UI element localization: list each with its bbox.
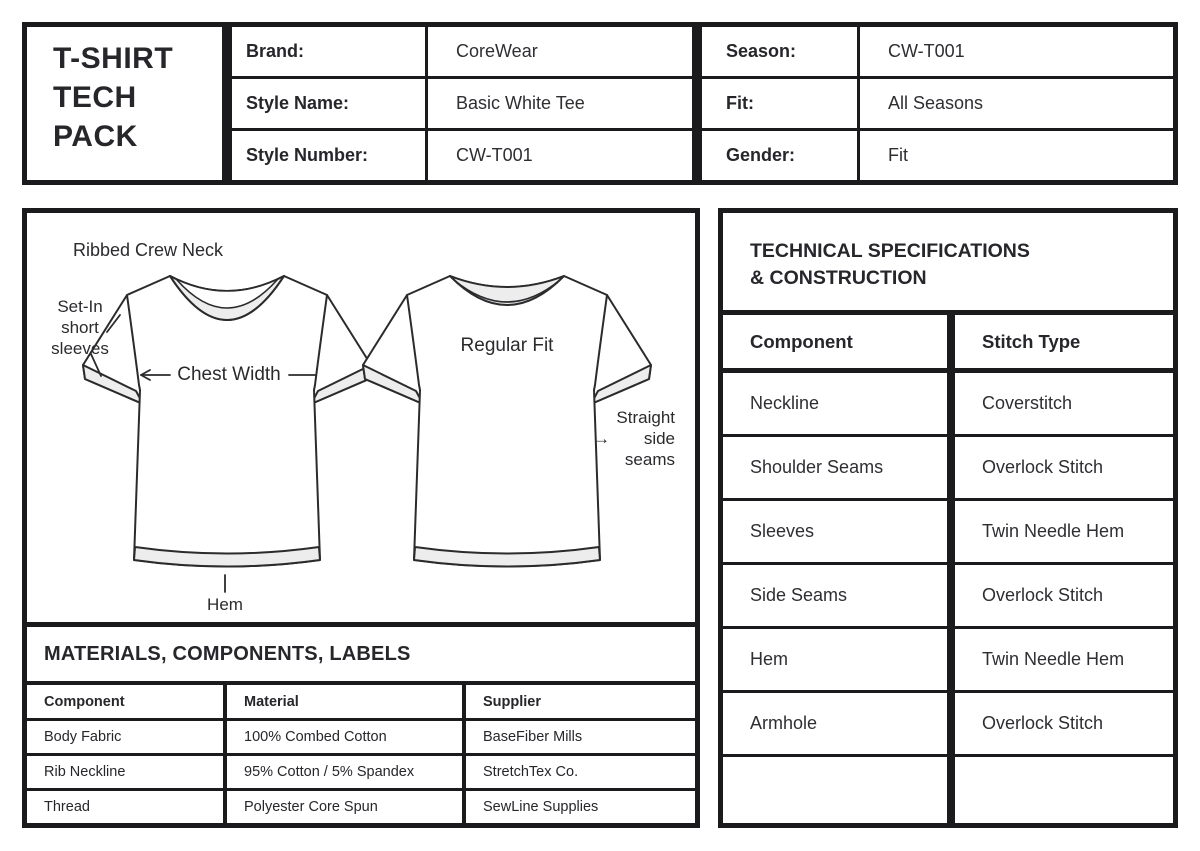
- style-name-label: Style Name:: [232, 79, 428, 128]
- materials-cell: 95% Cotton / 5% Spandex: [227, 756, 466, 788]
- specs-row: [723, 693, 1173, 757]
- specs-panel: [718, 208, 1178, 828]
- spec-stitch-cell: Overlock Stitch: [982, 585, 1104, 605]
- materials-cell: Rib Neckline: [27, 756, 227, 788]
- spec-component-cell: Shoulder Seams: [723, 437, 955, 498]
- specs-row: [723, 501, 1173, 565]
- spec-component-cell: Hem: [723, 629, 955, 690]
- season-value: CW-T001: [888, 41, 965, 61]
- set-in-sleeves-line2: short: [61, 318, 99, 337]
- gender-label: Gender:: [702, 131, 860, 180]
- style-info-table: [232, 27, 702, 180]
- style-number-label: Style Number:: [232, 131, 428, 180]
- hem-label: Hem: [207, 595, 243, 614]
- materials-table: [27, 685, 695, 823]
- brand-value: CoreWear: [456, 41, 538, 61]
- brand-label: Brand:: [232, 27, 428, 76]
- header: [22, 22, 1178, 185]
- side-seams-line3: seams: [624, 450, 675, 469]
- materials-cell: BaseFiber Mills: [483, 729, 583, 745]
- info-row-fit: [702, 79, 1173, 131]
- side-seams-line1: Straight: [616, 408, 675, 427]
- drawing-panel: [22, 208, 700, 828]
- set-in-sleeves-label: [47, 296, 113, 359]
- materials-cell: Body Fabric: [27, 721, 227, 753]
- materials-header-supplier: Supplier: [483, 693, 542, 710]
- season-info-table: [702, 27, 1173, 180]
- materials-section-title: MATERIALS, COMPONENTS, LABELS: [27, 622, 695, 685]
- spec-empty-cell: [955, 757, 1173, 823]
- ribbed-crew-neck-label: Ribbed Crew Neck: [73, 240, 224, 260]
- materials-header-component: Component: [27, 685, 227, 718]
- spec-stitch-cell: Twin Needle Hem: [982, 521, 1125, 541]
- set-in-sleeves-line3: sleeves: [51, 339, 109, 358]
- side-seams-word: side: [643, 429, 675, 448]
- materials-header-row: [27, 685, 695, 721]
- regular-fit-label: Regular Fit: [460, 335, 554, 356]
- materials-header-material: Material: [227, 685, 466, 718]
- fit-label: Fit:: [702, 79, 860, 128]
- spec-stitch-cell: Coverstitch: [982, 393, 1073, 413]
- specs-row: [723, 565, 1173, 629]
- materials-row: [27, 791, 695, 823]
- specs-row: [723, 437, 1173, 501]
- chest-width-label: Chest Width: [177, 364, 281, 385]
- side-seams-line2: [593, 428, 675, 449]
- gender-value: Fit: [888, 145, 908, 165]
- back-shirt-body: [407, 276, 607, 567]
- info-row-style-name: [232, 79, 692, 131]
- specs-row: [723, 373, 1173, 437]
- materials-cell: SewLine Supplies: [483, 799, 599, 815]
- spec-stitch-cell: Overlock Stitch: [982, 713, 1104, 733]
- specs-title-line1: TECHNICAL SPECIFICATIONS: [750, 240, 1030, 262]
- materials-cell: StretchTex Co.: [483, 764, 579, 780]
- specs-title-line2: & CONSTRUCTION: [750, 267, 927, 289]
- materials-cell: 100% Combed Cotton: [227, 721, 466, 753]
- document-title: [27, 27, 232, 180]
- spec-component-cell: Sleeves: [723, 501, 955, 562]
- specs-header-row: [723, 315, 1173, 373]
- technical-drawing: [27, 213, 695, 622]
- info-row-brand: [232, 27, 692, 79]
- materials-row: [27, 756, 695, 791]
- set-in-sleeves-line1: Set-In: [57, 297, 103, 316]
- spec-empty-cell: [723, 757, 955, 823]
- spec-stitch-cell: Twin Needle Hem: [982, 649, 1125, 669]
- spec-component-cell: Neckline: [723, 373, 955, 434]
- title-line-3: PACK: [53, 120, 138, 153]
- info-row-season: [702, 27, 1173, 79]
- spec-stitch-cell: Overlock Stitch: [982, 457, 1104, 477]
- specs-header-component: Component: [723, 315, 955, 368]
- title-line-2: TECH: [53, 81, 137, 114]
- style-number-value: CW-T001: [456, 145, 533, 165]
- season-label: Season:: [702, 27, 860, 76]
- spec-component-cell: Side Seams: [723, 565, 955, 626]
- materials-cell: Polyester Core Spun: [227, 791, 466, 823]
- specs-header-stitch-type: Stitch Type: [982, 330, 1081, 352]
- side-seams-label: [593, 407, 675, 470]
- title-line-1: T-SHIRT: [53, 42, 174, 75]
- fit-value: All Seasons: [888, 93, 984, 113]
- materials-cell: Thread: [27, 791, 227, 823]
- specs-row: [723, 629, 1173, 693]
- specs-empty-row: [723, 757, 1173, 823]
- right-arrow-icon: →: [593, 429, 610, 448]
- front-shirt-body: [127, 276, 327, 567]
- spec-component-cell: Armhole: [723, 693, 955, 754]
- info-row-style-number: [232, 131, 692, 180]
- specs-section-title: [723, 213, 1173, 315]
- materials-row: [27, 721, 695, 756]
- style-name-value: Basic White Tee: [456, 93, 585, 113]
- info-row-gender: [702, 131, 1173, 180]
